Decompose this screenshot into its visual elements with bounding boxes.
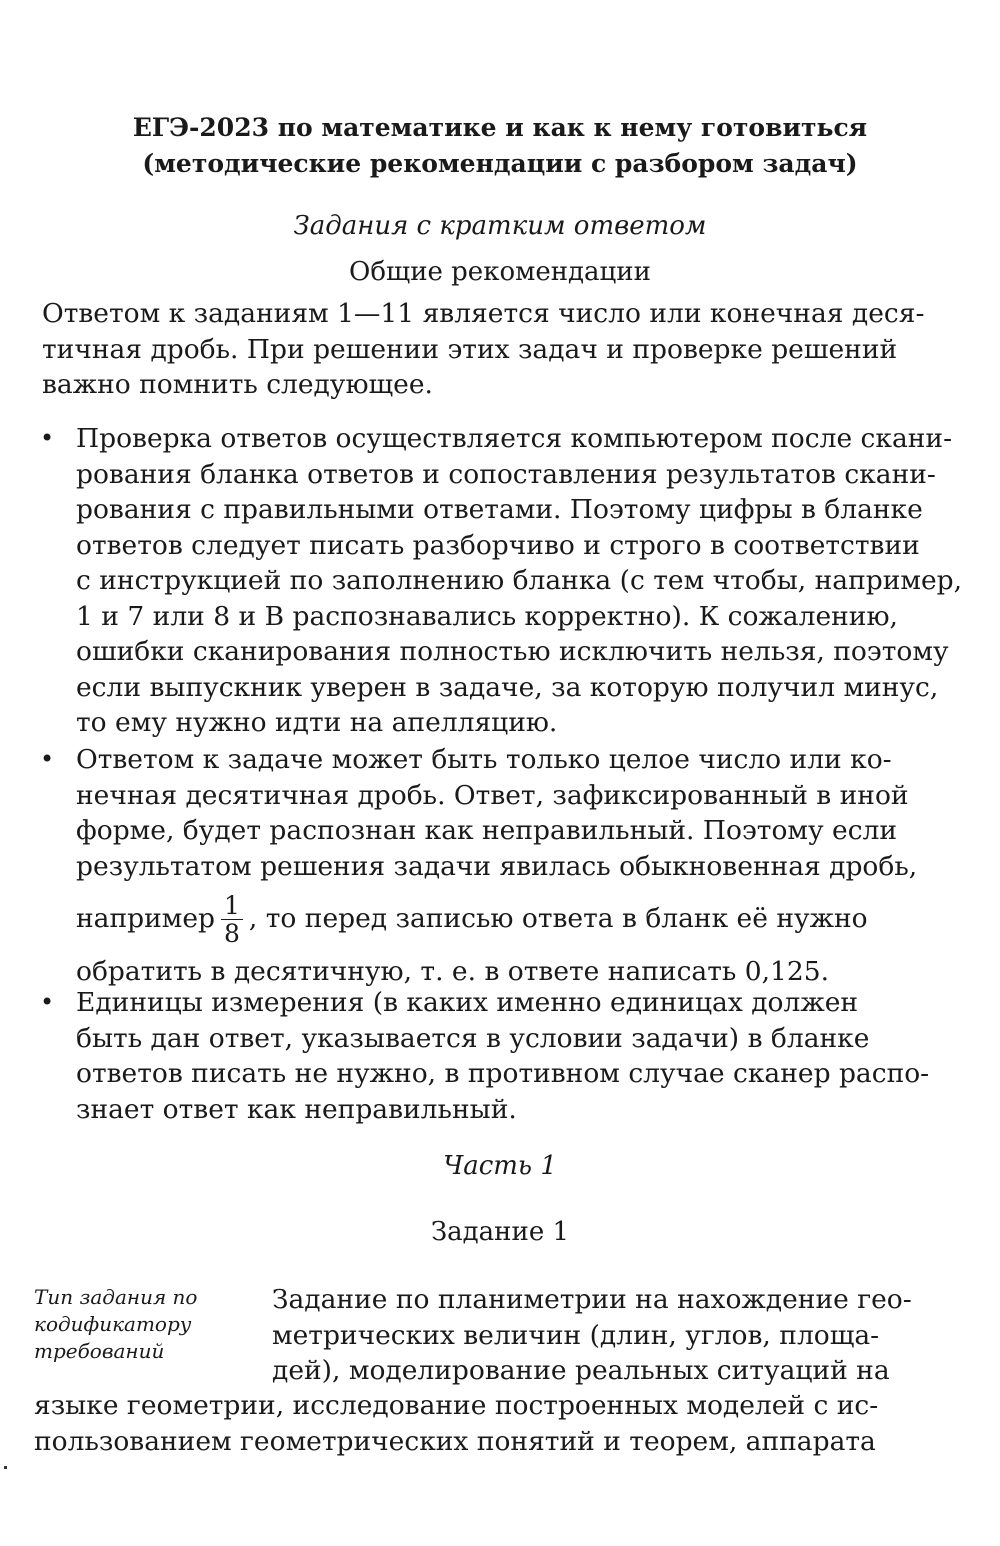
- sidenote-line: требований: [34, 1339, 165, 1363]
- bullet-item-answer-format: [40, 742, 926, 990]
- bullet-line: Проверка ответов осуществляется компьютером после скани-: [76, 423, 953, 454]
- bullet-line: обратить в десятичную, т. е. в ответе написать 0,125.: [76, 956, 830, 987]
- section-subtitle: Задания с кратким ответом: [293, 211, 707, 241]
- task-description-continued: [34, 1388, 934, 1459]
- bullet-line: Ответом к задаче может быть только целое число или ко-: [76, 744, 892, 775]
- intro-line: Ответом к заданиям 1—11 является число или конечная деся-: [42, 298, 925, 329]
- fraction-denominator: 8: [224, 918, 240, 948]
- bullet-line: с инструкцией по заполнению бланка (с тем чтобы, например,: [76, 565, 963, 596]
- bullet-line: ошибки сканирования полностью исключить нельзя, поэтому: [76, 636, 949, 667]
- bullet-icon: •: [40, 988, 55, 1016]
- task-desc-line: дей), моделирование реальных ситуаций на: [272, 1355, 890, 1386]
- bullet-line: то ему нужно идти на апелляцию.: [76, 707, 558, 738]
- fraction-prefix: например: [76, 903, 216, 935]
- bullet-line: нечная десятичная дробь. Ответ, зафиксированный в иной: [76, 779, 909, 811]
- intro-line: важно помнить следующее.: [42, 369, 433, 400]
- sidenote-line: Тип задания по: [34, 1285, 198, 1309]
- task-heading: Задание 1: [430, 1217, 570, 1247]
- bullet-line: ответов писать не нужно, в противном случае сканер распо-: [76, 1058, 930, 1089]
- fraction-numerator: 1: [221, 892, 243, 920]
- task-cont-line: пользованием геометрических понятий и теорем, аппарата: [34, 1425, 876, 1457]
- intro-line: тичная дробь. При решении этих задач и проверке решений: [42, 333, 898, 365]
- task-desc-line: Задание по планиметрии на нахождение гео-: [272, 1284, 912, 1315]
- bullet-item-units: [40, 985, 930, 1127]
- task-cont-line: языке геометрии, исследование построенных моделей с ис-: [34, 1390, 879, 1421]
- scan-speck: [4, 1466, 7, 1469]
- title-line-2: (методические рекомендации с разбором задач): [142, 149, 858, 178]
- bullet-line: если выпускник уверен в задаче, за которую получил минус,: [76, 671, 939, 703]
- bullet-line: 1 и 7 или 8 и В распознавались корректно). К сожалению,: [76, 600, 898, 632]
- fraction-one-eighth: [221, 892, 243, 947]
- sidenote-line: кодификатору: [34, 1312, 192, 1336]
- title-line-1: ЕГЭ-2023 по математике и как к нему готовиться: [132, 113, 868, 142]
- bullet-line: ответов следует писать разборчиво и строго в соответствии: [76, 529, 920, 561]
- part-heading: Часть 1: [443, 1151, 557, 1181]
- bullet-item-scanning: [40, 421, 963, 741]
- task-desc-line: метрических величин (длин, углов, площа-: [272, 1319, 880, 1351]
- bullet-line: форме, будет распознан как неправильный. Поэтому если: [76, 815, 898, 846]
- fraction-suffix: , то перед записью ответа в бланк её нужно: [248, 903, 868, 935]
- bullet-line: быть дан ответ, указывается в условии задачи) в бланке: [76, 1022, 870, 1054]
- bullet-line: результатом решения задачи явилась обыкновенная дробь,: [76, 850, 918, 882]
- page-title: [0, 110, 1000, 182]
- bullet-line: рования с правильными ответами. Поэтому цифры в бланке: [76, 494, 923, 525]
- task-type-sidenote: [34, 1284, 254, 1365]
- bullet-line: рования бланка ответов и сопоставления результатов скани-: [76, 458, 936, 490]
- section-heading: Общие рекомендации: [349, 257, 651, 287]
- bullet-icon: •: [40, 424, 55, 452]
- bullet-line: знает ответ как неправильный.: [76, 1093, 517, 1125]
- bullet-line: Единицы измерения (в каких именно единицах должен: [76, 987, 859, 1018]
- intro-paragraph: [42, 296, 925, 403]
- bullet-icon: •: [40, 745, 55, 773]
- fraction-line: [76, 884, 926, 954]
- task-description: [272, 1282, 932, 1389]
